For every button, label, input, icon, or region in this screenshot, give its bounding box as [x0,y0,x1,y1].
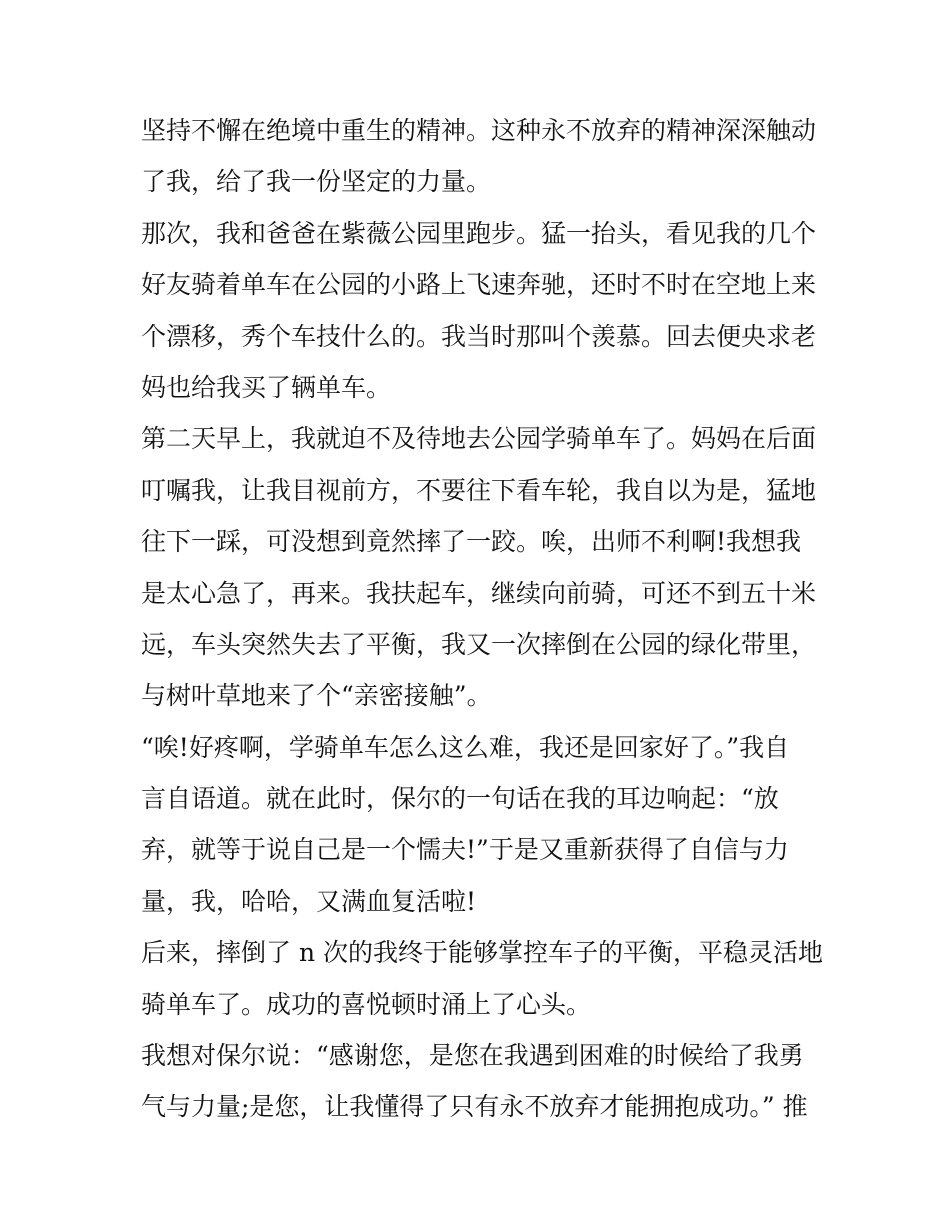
text-line: 弃，就等于说自己是一个懦夫!”于是又重新获得了自信与力 [141,835,789,865]
text-line: 第二天早上，我就迫不及待地去公园学骑单车了。妈妈在后面 [141,424,817,454]
text-line: “唉!好疼啊，学骑单车怎么这么难，我还是回家好了。”我自 [141,732,790,762]
essay-text [141,105,821,1133]
text-line: 气与力量;是您，让我懂得了只有永不放弃才能拥抱成功。” 推 [141,1092,808,1122]
text-line: 好友骑着单车在公园的小路上飞速奔驰，还时不时在空地上来 [141,270,817,300]
text-line: 了我，给了我一份坚定的力量。 [141,167,492,197]
text-line: 叮嘱我，让我目视前方，不要往下看车轮，我自以为是，猛地 [141,475,817,505]
text-line: 骑单车了。成功的喜悦顿时涌上了心头。 [141,989,592,1019]
text-line: 妈也给我买了辆单车。 [141,372,392,402]
text-line: 个漂移，秀个车技什么的。我当时那叫个羡慕。回去便央求老 [141,321,817,351]
text-line: 是太心急了，再来。我扶起车，继续向前骑，可还不到五十米 [141,578,817,608]
text-line: 量，我，哈哈，又满血复活啦! [141,886,477,916]
text-line: 后来，摔倒了 n 次的我终于能够掌控车子的平衡，平稳灵活地 [141,938,823,968]
text-line: 我想对保尔说：“感谢您，是您在我遇到困难的时候给了我勇 [141,1041,804,1071]
text-line: 与树叶草地来了个“亲密接触”。 [141,681,492,711]
text-line: 那次，我和爸爸在紫薇公园里跑步。猛一抬头，看见我的几个 [141,218,817,248]
text-line: 往下一踩，可没想到竟然摔了一跤。唉，出师不利啊!我想我 [141,527,802,557]
text-line: 坚持不懈在绝境中重生的精神。这种永不放弃的精神深深触动 [141,116,817,145]
text-line: 远，车头突然失去了平衡，我又一次摔倒在公园的绿化带里， [141,629,817,659]
text-line: 言自语道。就在此时，保尔的一句话在我的耳边响起：“放 [141,784,779,814]
